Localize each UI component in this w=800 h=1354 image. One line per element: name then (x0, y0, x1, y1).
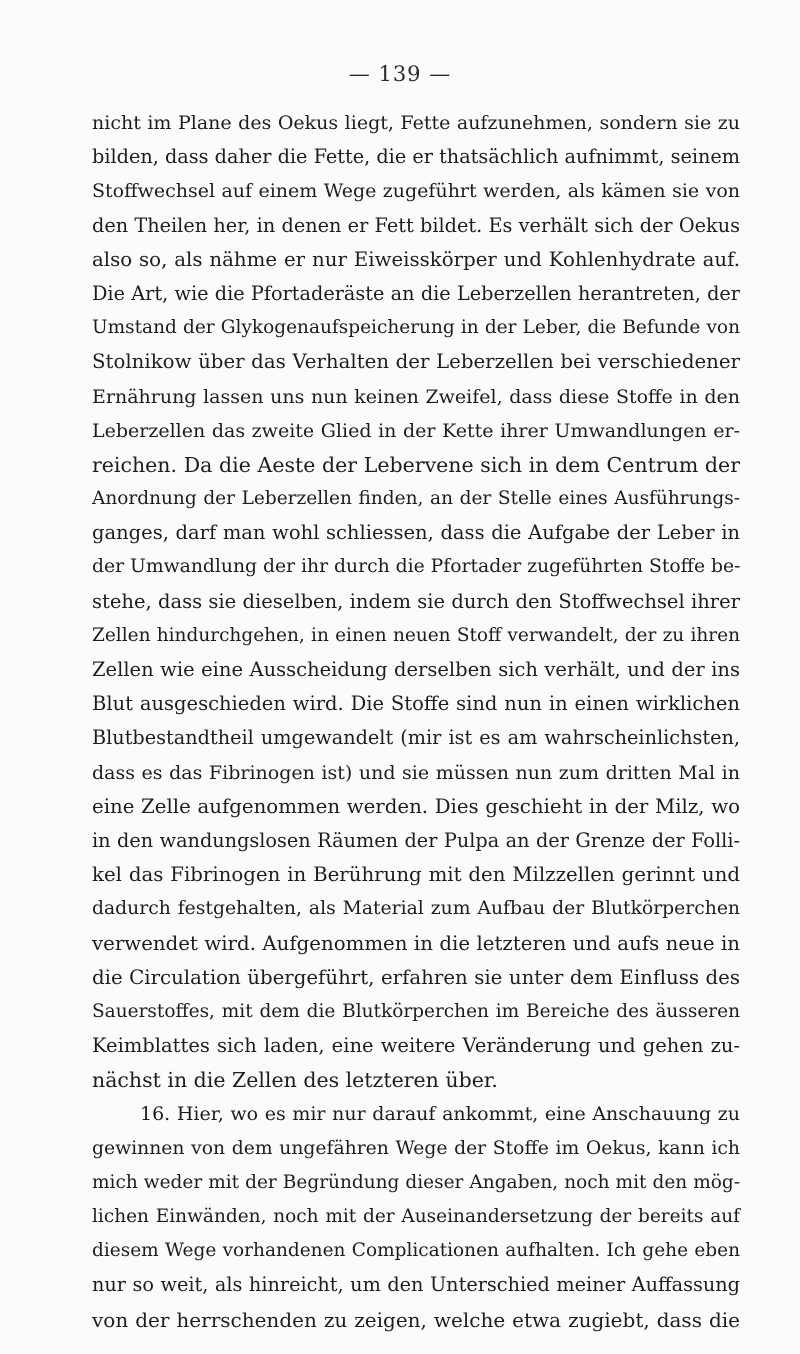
page-number: — 139 — (348, 62, 452, 86)
text-line: reichen. Da die Aeste der Lebervene sich in dem Centrum der (92, 452, 740, 477)
text-line: Die Art, wie die Pfortaderäste an die Leberzellen herantreten, der (92, 281, 740, 305)
text-line: Zellen hindurchgehen, in einen neuen Stoff verwandelt, der zu ihren (92, 624, 740, 646)
text-line: Keimblattes sich laden, eine weitere Veränderung und gehen zu- (92, 1034, 740, 1058)
paragraph-end-line: nächst in die Zellen des letzteren über. (92, 1068, 498, 1093)
text-line: von der herrschenden zu zeigen, welche etwa zugiebt, dass die (92, 1307, 740, 1332)
text-line: ganges, darf man wohl schliessen, dass die Aufgabe der Leber in (92, 521, 740, 545)
text-line: Stolnikow über das Verhalten der Leberzellen bei verschiedener (92, 350, 740, 374)
text-line: bilden, dass daher die Fette, die er thatsächlich aufnimmt, seinem (92, 145, 741, 169)
text-line: Blutbestandtheil umgewandelt (mir ist es am wahrscheinlichsten, (92, 726, 740, 750)
text-line: dadurch festgehalten, als Material zum Aufbau der Blutkörperchen (92, 898, 740, 920)
text-line: die Circulation übergeführt, erfahren sie unter dem Einfluss des (92, 965, 740, 989)
text-line: nicht im Plane des Oekus liegt, Fette aufzunehmen, sondern sie zu (92, 112, 740, 134)
text-line: Anordnung der Leberzellen finden, an der Stelle eines Ausführungs- (92, 488, 740, 510)
text-line: dass es das Fibrinogen ist) und sie müssen nun zum dritten Mal in (92, 761, 740, 784)
text-line: nur so weit, als hinreicht, um den Unterschied meiner Auffassung (92, 1273, 740, 1297)
text-line: gewinnen von dem ungefähren Wege der Stoffe im Oekus, kann ich (92, 1137, 740, 1159)
text-line: eine Zelle aufgenommen werden. Dies geschieht in der Milz, wo (92, 794, 740, 818)
text-line: verwendet wird. Aufgenommen in die letzteren und aufs neue in (92, 931, 740, 955)
text-line: Ernährung lassen uns nun keinen Zweifel, dass diese Stoffe in den (92, 385, 740, 408)
text-line: diesem Wege vorhandenen Complicationen aufhalten. Ich gehe eben (92, 1240, 740, 1262)
text-line: mich weder mit der Begründung dieser Angaben, noch mit den mög- (92, 1171, 740, 1193)
text-line: Blut ausgeschieden wird. Die Stoffe sind nun in einen wirklichen (92, 692, 740, 716)
text-line: den Theilen her, in denen er Fett bildet. Es verhält sich der Oekus (92, 213, 740, 237)
text-line: also so, als nähme er nur Eiweisskörper und Kohlenhydrate auf. (92, 247, 740, 271)
text-line: Umstand der Glykogenaufspeicherung in der Leber, die Befunde von (92, 317, 740, 339)
text-line: Sauerstoffes, mit dem die Blutkörperchen im Bereiche des äusseren (92, 1000, 740, 1022)
text-line: Stoffwechsel auf einem Wege zugeführt werden, als kämen sie von (92, 180, 740, 203)
text-line: Leberzellen das zweite Glied in der Kette ihrer Umwandlungen er- (92, 419, 740, 442)
text-line: in den wandungslosen Räumen der Pulpa an der Grenze der Folli- (92, 828, 740, 852)
body-text (92, 106, 740, 1337)
text-line: stehe, dass sie dieselben, indem sie durch den Stoffwechsel ihrer (92, 589, 740, 613)
text-line: Zellen wie eine Ausscheidung derselben sich verhält, und der ins (92, 658, 740, 681)
section-start-line: 16. Hier, wo es mir nur darauf ankommt, eine Anschauung zu (140, 1103, 740, 1126)
text-line: der Umwandlung der ihr durch die Pfortader zugeführten Stoffe be- (92, 556, 741, 578)
text-line: kel das Fibrinogen in Berührung mit den Milzzellen gerinnt und (92, 863, 740, 887)
text-line: lichen Einwänden, noch mit der Auseinandersetzung der bereits auf (92, 1206, 740, 1227)
